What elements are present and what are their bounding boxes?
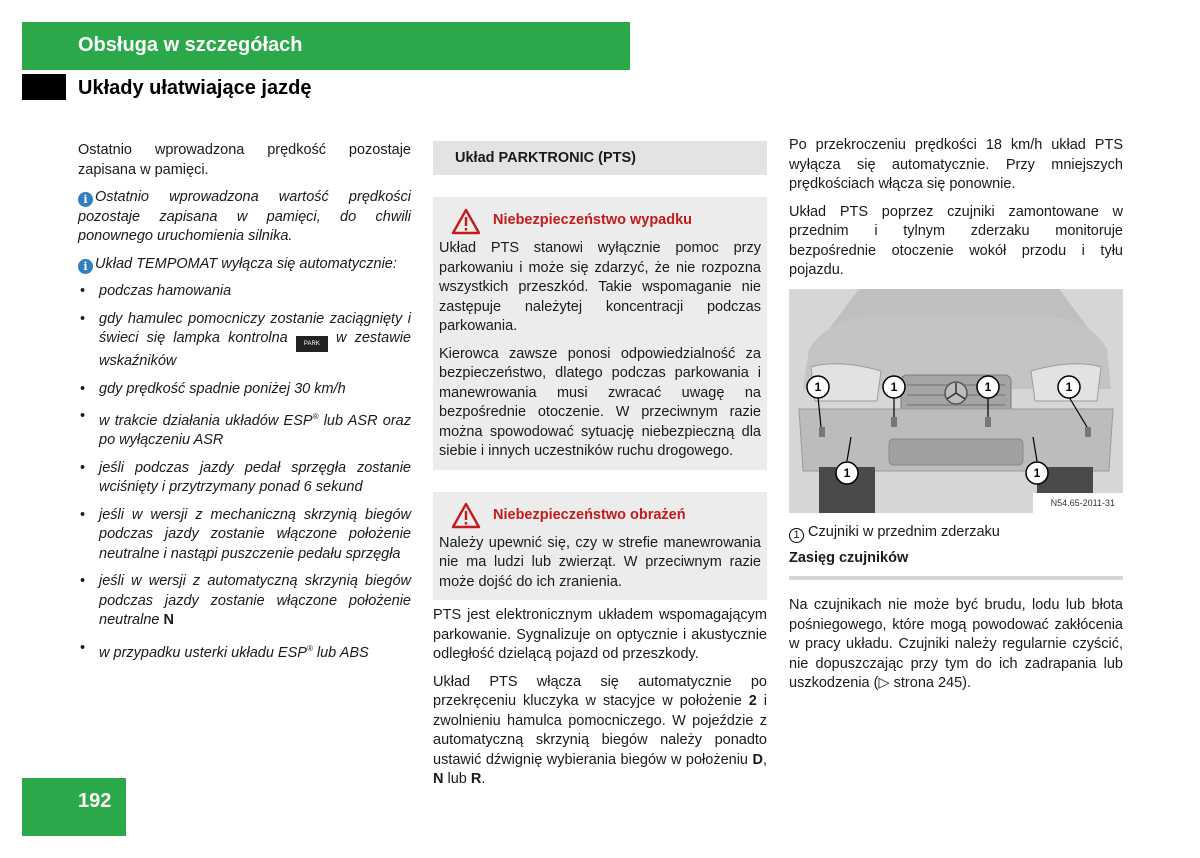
info-note: i Ostatnio wprowadzona wartość prędkości pozostaje zapisana w pamięci, do chwili ponownego uruchomienia silnika. [78,189,411,244]
paragraph: Ostatnio wprowadzona prędkość pozostaje zapisana w pamięci. [78,142,411,178]
section-header-bar [22,22,630,70]
paragraph: Po przekroczeniu prędkości 18 km/h układ PTS wyłącza się automatycznie. Przy mniejszych prędkościach włącza się ponownie. [789,137,1123,192]
image-caption: 1 Czujniki w przednim zderzaku [789,523,1123,543]
paragraph: Układ PTS włącza się automatycznie po przekręceniu kluczyka w stacyjce w położenie 2 i zwolnieniu hamulca pomocniczego. W pojeździe z automatyczną skrzynią biegów należy ponadto ustawić dźwignię wybierania biegów w położeniu D, N lub R. [433,673,767,787]
warning-header [439,205,761,237]
list-item: • jeśli w wersji z automatyczną skrzynią biegów podczas jazdy zostanie włączone położenie neutralne N [78,572,411,631]
section-title: Obsługa w szczegółach [78,34,303,56]
callout-number: 1 [1033,465,1041,480]
column-middle [433,141,767,790]
page-reference-arrow-icon: ▷ [878,675,890,691]
column-right [789,136,1123,694]
page-number: 192 [78,790,112,812]
section-heading: Zasięg czujników [789,549,1123,581]
list-item: • jeśli podczas jazdy pedał sprzęgła zostanie wciśnięty i przytrzymany ponad 6 sekund [78,459,411,498]
chapter-marker [22,74,66,100]
warning-box-accident [433,197,767,470]
warning-text: Należy upewnić się, czy w strefie manewrowania nie ma ludzi lub zwierząt. W przeciwnym razie może dojść do ich zranienia. [439,534,761,590]
warning-box-injury [433,492,767,601]
warning-triangle-icon [451,502,481,529]
info-icon: i [78,192,93,207]
list-item: • jeśli w wersji z mechaniczną skrzynią biegów podczas jazdy zostanie włączone położenie neutralne i nastąpi puszczenie pedału sprzęgła [78,506,411,565]
info-note: i Układ TEMPOMAT wyłącza się automatycznie: [78,255,411,275]
list-item: • w przypadku usterki układu ESP® lub ABS [78,639,411,663]
page-number-box [22,778,126,836]
warning-text: Kierowca zawsze ponosi odpowiedzialność za bezpieczeństwo, dlatego podczas parkowania i manewrowania musi zwracać uwagę na bezpośrednie otoczenie. W przeciwnym razie można spowodować sytuację niebezpieczną dla siebie i innych uczestników ruchu drogowego. [439,345,761,459]
paragraph: Układ PTS poprzez czujniki zamontowane w przednim i tylnym zderzaku monitoruje bezpośrednie otoczenie wokół przodu i tyłu pojazdu. [789,203,1123,278]
paragraph: Na czujnikach nie może być brudu, lodu lub błota pośniegowego, które mogą powodować zakłócenia w pracy układu. Czujniki należy regularnie czyścić, nie dopuszczając przy tym do ich zadrapania lub uszkodzenia (▷ strona 245). [789,597,1123,691]
callout-number: 1 [814,379,822,394]
bullet-list [78,282,411,663]
warning-header [439,500,761,532]
info-icon: i [78,259,93,274]
chapter-title: Układy ułatwiające jazdę [78,77,312,99]
section-heading: Układ PARKTRONIC (PTS) [433,141,767,175]
callout-number: 1 [1065,379,1073,394]
parking-brake-indicator-icon: PARK [296,336,328,352]
warning-triangle-icon [451,208,481,235]
warning-title: Niebezpieczeństwo obrażeń [493,506,686,523]
column-left [78,141,411,663]
vehicle-front-illustration [789,289,1123,513]
image-reference-code: N54.65-2011-31 [1050,497,1115,508]
callout-1-icon: 1 [789,528,804,543]
list-item: • w trakcie działania układów ESP® lub ASR oraz po wyłączeniu ASR [78,407,411,451]
list-item: • podczas hamowania [78,282,411,302]
warning-text: Układ PTS stanowi wyłącznie pomoc przy parkowaniu i może się zdarzyć, że nie rozpozna wszystkich przeszkód. Takie wspomaganie nie zastępuje należytej koncentracji podczas parkowania. [439,240,761,334]
paragraph: PTS jest elektronicznym układem wspomagającym parkowanie. Sygnalizuje on optycznie i akustycznie odległość dzielącą pojazd od przeszkody. [433,607,767,662]
warning-title: Niebezpieczeństwo wypadku [493,212,693,229]
callout-number: 1 [984,379,992,394]
vehicle-front-photo [789,289,1123,513]
callout-number: 1 [843,465,851,480]
list-item: • gdy prędkość spadnie poniżej 30 km/h [78,380,411,400]
callout-number: 1 [890,379,898,394]
list-item: • gdy hamulec pomocniczy zostanie zaciągnięty i świeci się lampka kontrolna PARK w zestawie wskaźników [78,310,411,372]
